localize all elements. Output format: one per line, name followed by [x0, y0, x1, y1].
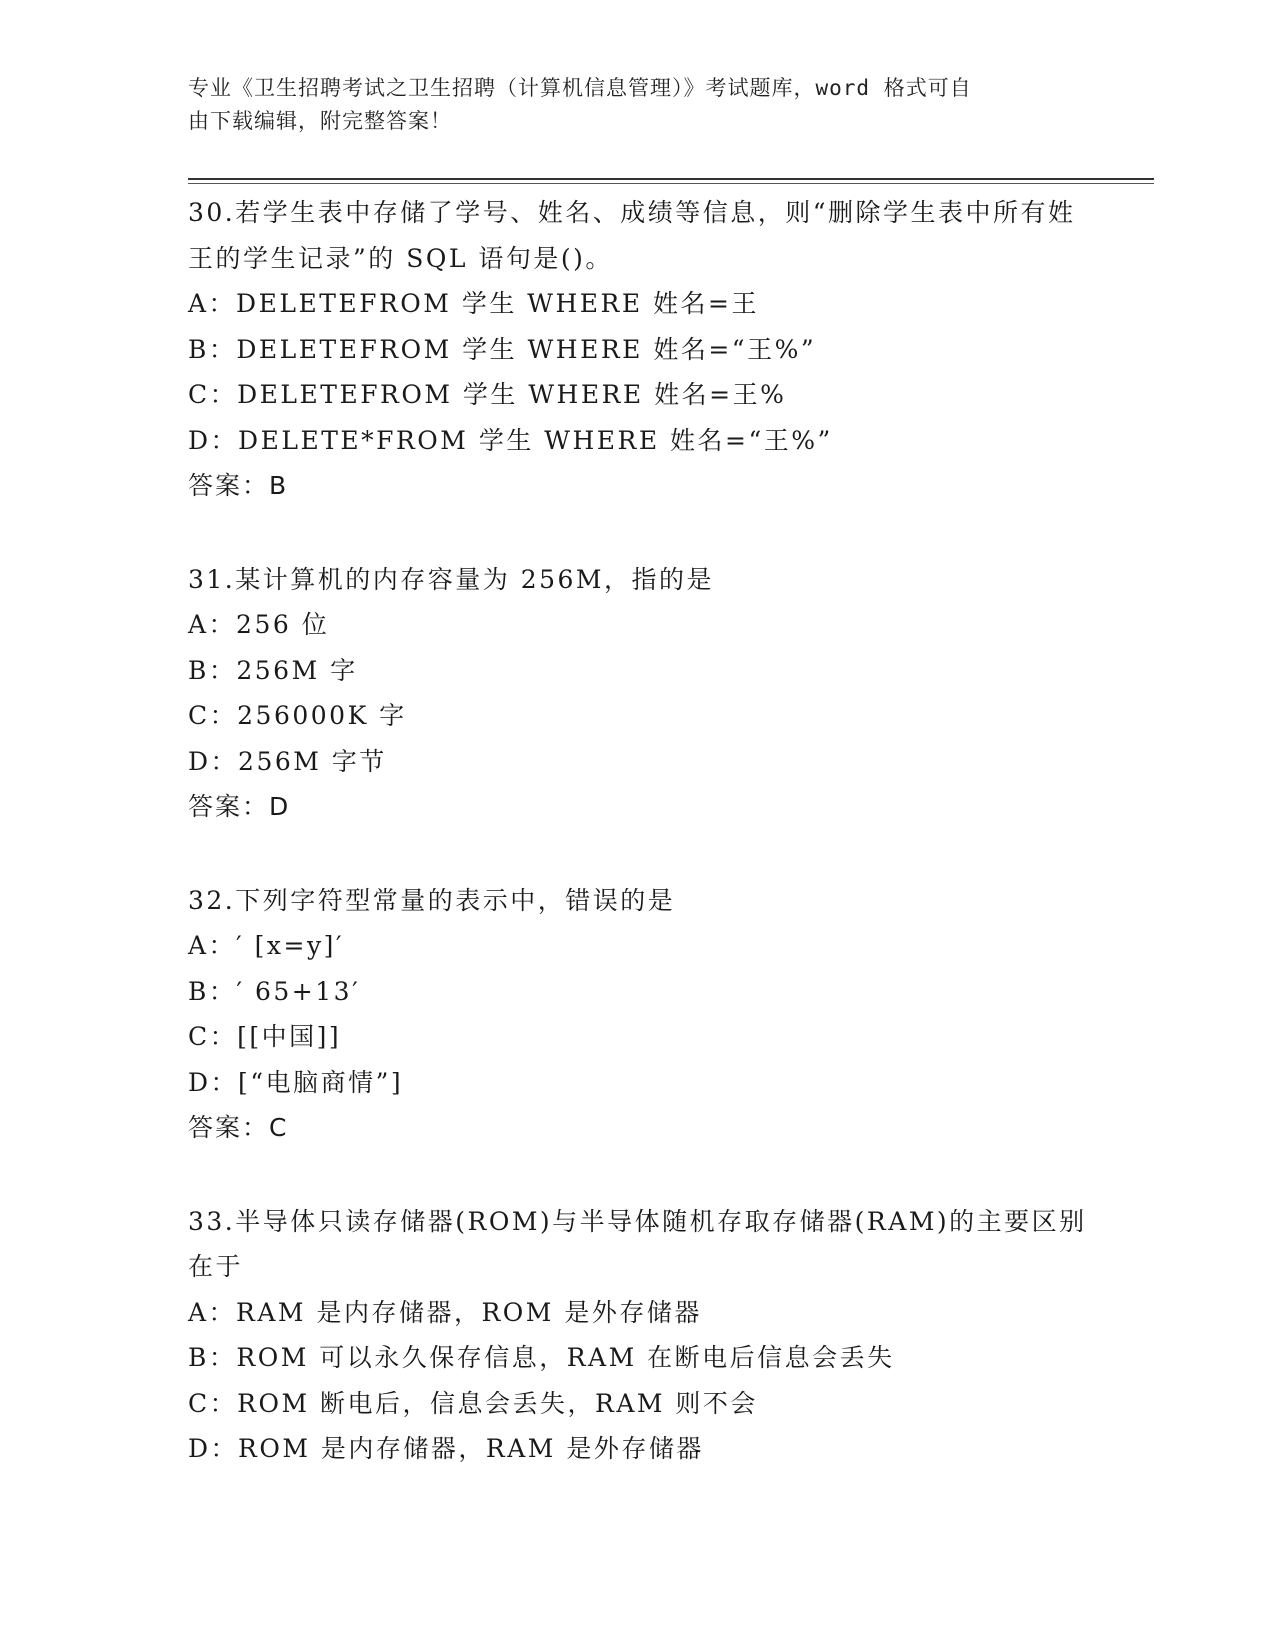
option-c: C：ROM 断电后，信息会丢失，RAM 则不会: [188, 1388, 758, 1418]
question-31: [188, 557, 1088, 830]
option-a: A：′ [x=y]′: [188, 931, 345, 960]
option-b: B：DELETEFROM 学生 WHERE 姓名=“王%”: [188, 334, 817, 364]
option-a: A：256 位: [188, 610, 330, 639]
document-header: [188, 72, 1068, 138]
answer-line: 答案：B: [188, 471, 289, 500]
option-c: C：DELETEFROM 学生 WHERE 姓名=王%: [188, 380, 787, 409]
option-d: D：ROM 是内存储器，RAM 是外存储器: [188, 1434, 704, 1463]
option-d: D：256M 字节: [188, 746, 387, 776]
option-b: B：ROM 可以永久保存信息，RAM 在断电后信息会丢失: [188, 1343, 895, 1372]
option-c: C：256000K 字: [188, 701, 407, 730]
question-text: 30.若学生表中存储了学号、姓名、成绩等信息，则“删除学生表中所有姓王的学生记录”的 SQL 语句是()。: [188, 198, 1076, 273]
option-b: B：′ 65+13′: [188, 976, 361, 1006]
question-33: [188, 1199, 1088, 1472]
header-line-1: 专业《卫生招聘考试之卫生招聘（计算机信息管理）》考试题库，word 格式可自: [188, 76, 972, 100]
header-divider-thick: [188, 178, 1154, 180]
option-d: D：DELETE*FROM 学生 WHERE 姓名=“王%”: [188, 425, 833, 455]
answer-line: 答案：C: [188, 1113, 289, 1142]
question-text: 32.下列字符型常量的表示中，错误的是: [188, 885, 676, 915]
answer-line: 答案：D: [188, 792, 291, 821]
question-list: [188, 190, 1088, 1520]
option-a: A：DELETEFROM 学生 WHERE 姓名=王: [188, 289, 759, 318]
option-c: C：[[中国]]: [188, 1022, 342, 1051]
question-32: [188, 878, 1088, 1151]
option-b: B：256M 字: [188, 655, 358, 685]
question-30: [188, 190, 1088, 509]
header-divider-thin: [188, 183, 1154, 184]
question-text: 33.半导体只读存储器(ROM)与半导体随机存取存储器(RAM)的主要区别在于: [188, 1206, 1087, 1281]
header-line-2: 由下载编辑，附完整答案！: [188, 109, 452, 133]
option-d: D：[“电脑商情”]: [188, 1067, 404, 1097]
option-a: A：RAM 是内存储器，ROM 是外存储器: [188, 1297, 702, 1327]
question-text: 31.某计算机的内存容量为 256M，指的是: [188, 564, 715, 594]
